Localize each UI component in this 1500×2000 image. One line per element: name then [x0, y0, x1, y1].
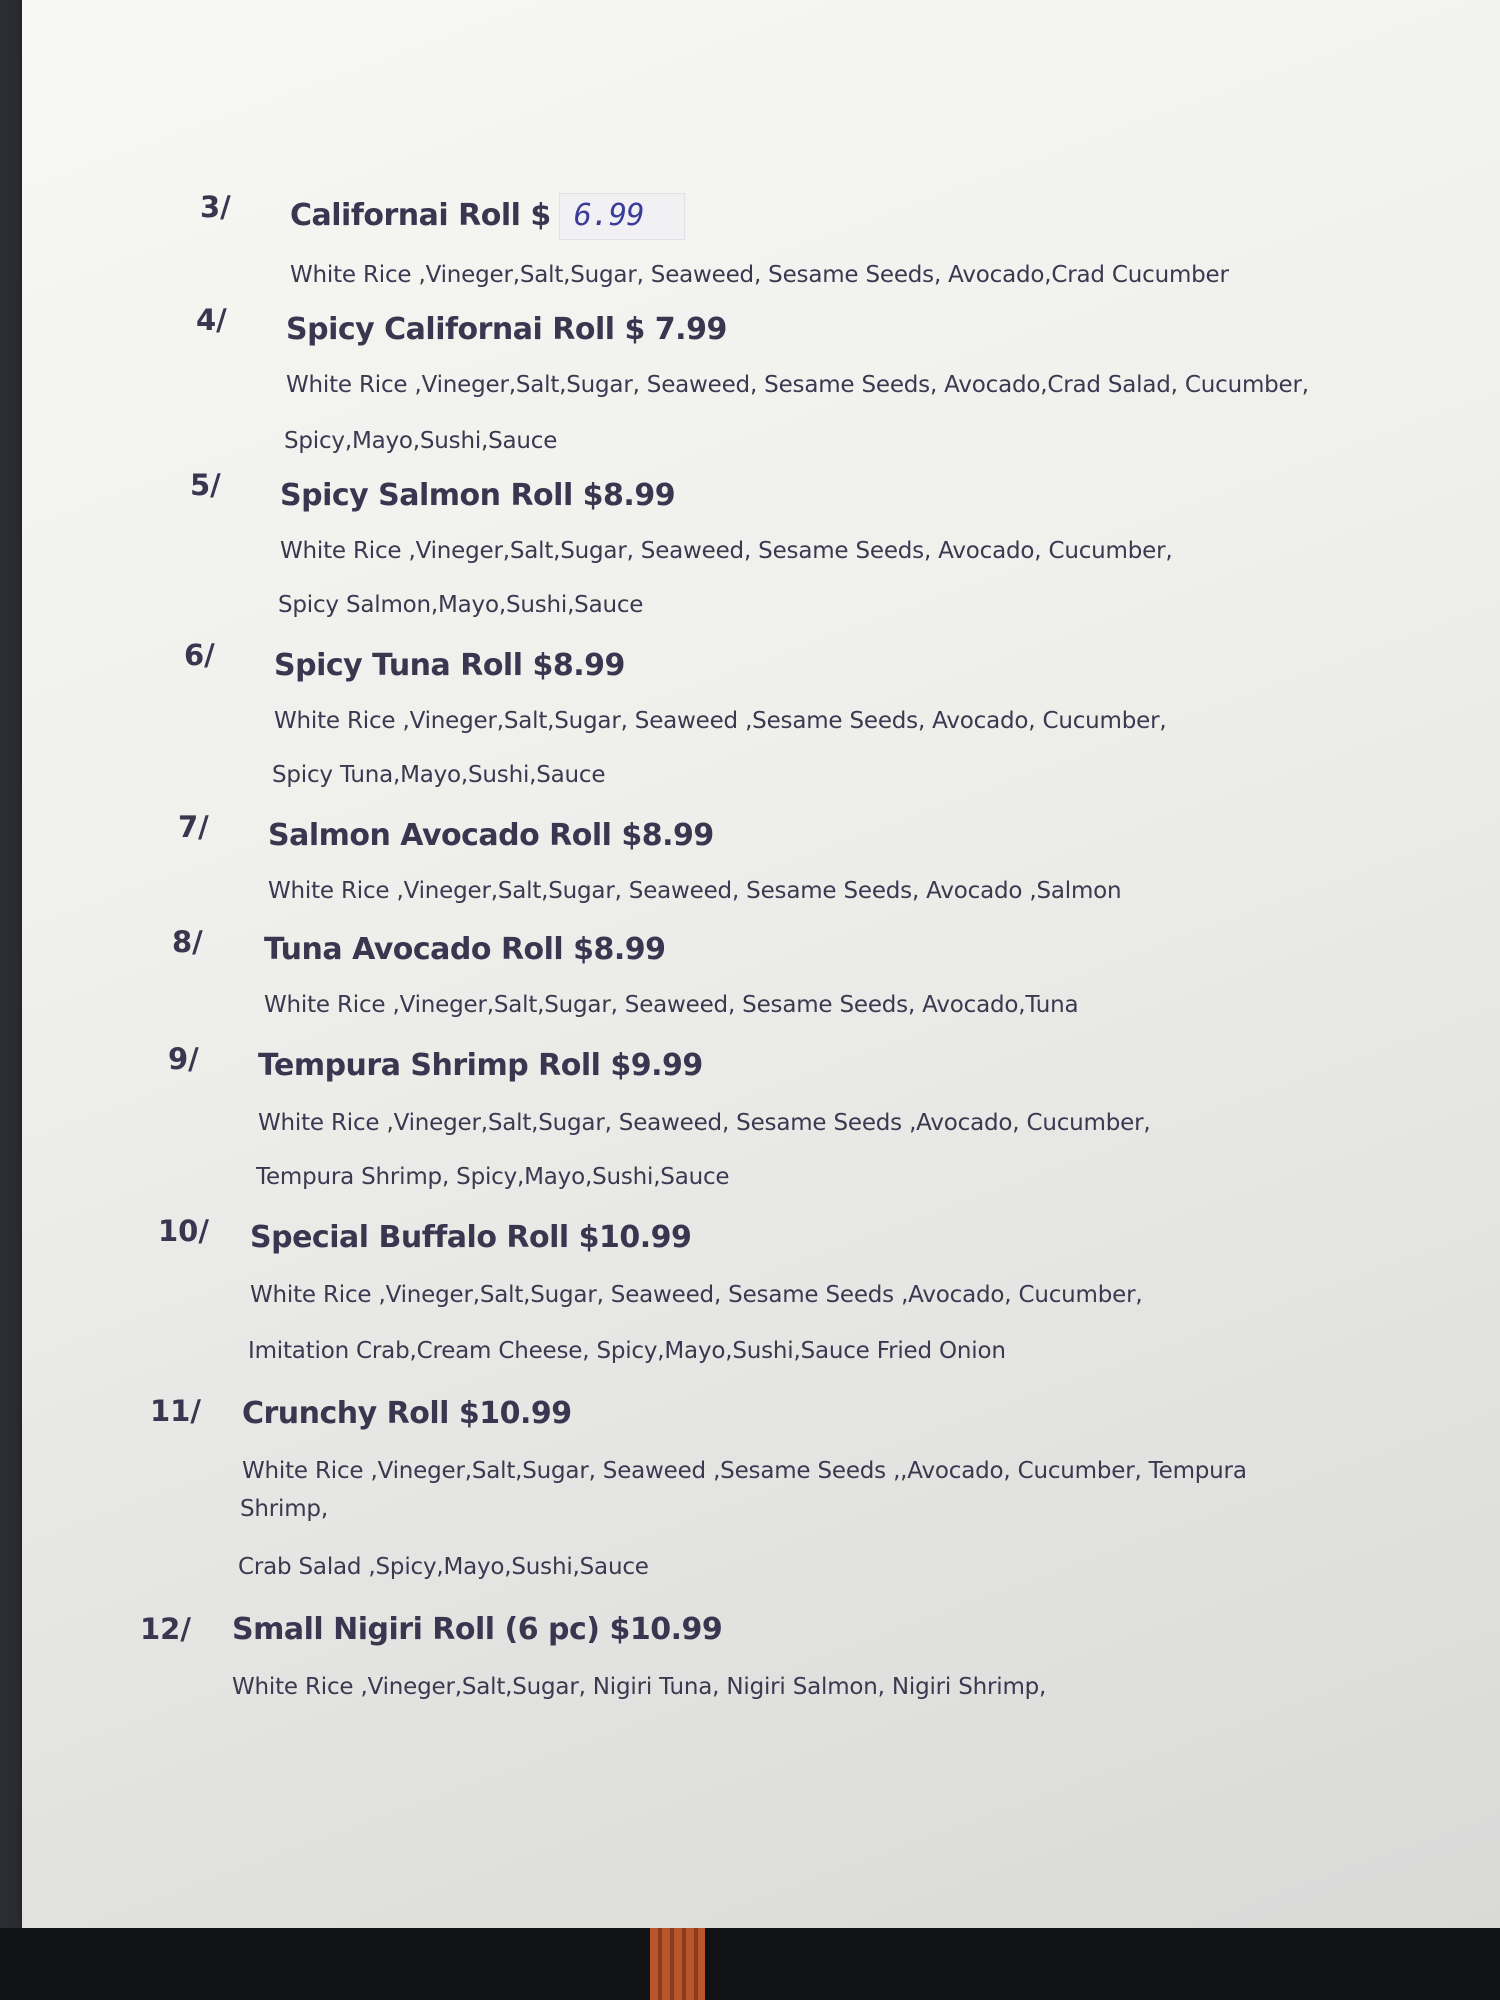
item-title: Small Nigiri Roll (6 pc) $10.99 [232, 1612, 723, 1647]
item-number: 10/ [158, 1214, 209, 1248]
item-number: 11/ [150, 1394, 201, 1428]
item-number: 12/ [140, 1612, 191, 1646]
item-ingredients: White Rice ,Vineger,Salt,Sugar, Seaweed, Sesame Seeds, Avocado,Crad Cucumber [290, 262, 1229, 288]
item-title-text: Californai Roll $ [290, 198, 551, 233]
item-title: Crunchy Roll $10.99 [242, 1396, 572, 1431]
item-title [290, 193, 685, 240]
item-ingredients: White Rice ,Vineger,Salt,Sugar, Seaweed, Sesame Seeds ,Avocado, Cucumber, [258, 1110, 1151, 1136]
item-ingredients: Shrimp, [240, 1496, 328, 1522]
bookmark-ribbon [650, 1928, 705, 2000]
item-number: 7/ [178, 810, 209, 844]
item-ingredients: White Rice ,Vineger,Salt,Sugar, Seaweed ,Sesame Seeds ,,Avocado, Cucumber, Tempura [242, 1458, 1247, 1484]
item-number: 5/ [190, 468, 221, 502]
handwritten-price: 6.99 [559, 193, 685, 240]
table-surface [0, 1928, 1500, 2000]
item-number: 8/ [172, 925, 203, 959]
item-ingredients: White Rice ,Vineger,Salt,Sugar, Seaweed, Sesame Seeds ,Avocado, Cucumber, [250, 1282, 1143, 1308]
menu-page [22, 0, 1500, 1928]
item-ingredients: White Rice ,Vineger,Salt,Sugar, Seaweed, Sesame Seeds, Avocado,Tuna [264, 992, 1079, 1018]
item-ingredients: White Rice ,Vineger,Salt,Sugar, Seaweed, Sesame Seeds, Avocado,Crad Salad, Cucumber, [286, 372, 1309, 398]
item-ingredients: Imitation Crab,Cream Cheese, Spicy,Mayo,Sushi,Sauce Fried Onion [248, 1338, 1006, 1364]
item-title: Spicy Salmon Roll $8.99 [280, 478, 676, 513]
item-title: Tuna Avocado Roll $8.99 [264, 932, 666, 967]
item-title: Spicy Californai Roll $ 7.99 [286, 312, 727, 347]
item-number: 6/ [184, 638, 215, 672]
item-ingredients: Spicy Salmon,Mayo,Sushi,Sauce [278, 592, 644, 618]
item-number: 4/ [196, 303, 227, 337]
item-ingredients: Spicy Tuna,Mayo,Sushi,Sauce [272, 762, 606, 788]
item-ingredients: White Rice ,Vineger,Salt,Sugar, Nigiri Tuna, Nigiri Salmon, Nigiri Shrimp, [232, 1674, 1047, 1700]
item-title: Tempura Shrimp Roll $9.99 [258, 1048, 703, 1083]
item-ingredients: White Rice ,Vineger,Salt,Sugar, Seaweed, Sesame Seeds, Avocado, Cucumber, [280, 538, 1173, 564]
item-number: 3/ [200, 190, 231, 224]
item-title: Spicy Tuna Roll $8.99 [274, 648, 625, 683]
item-ingredients: White Rice ,Vineger,Salt,Sugar, Seaweed ,Sesame Seeds, Avocado, Cucumber, [274, 708, 1167, 734]
item-number: 9/ [168, 1042, 199, 1076]
item-ingredients: Crab Salad ,Spicy,Mayo,Sushi,Sauce [238, 1554, 649, 1580]
item-ingredients: Tempura Shrimp, Spicy,Mayo,Sushi,Sauce [256, 1164, 730, 1190]
item-ingredients: White Rice ,Vineger,Salt,Sugar, Seaweed, Sesame Seeds, Avocado ,Salmon [268, 878, 1122, 904]
item-ingredients: Spicy,Mayo,Sushi,Sauce [284, 428, 558, 454]
item-title: Special Buffalo Roll $10.99 [250, 1220, 692, 1255]
item-title: Salmon Avocado Roll $8.99 [268, 818, 714, 853]
